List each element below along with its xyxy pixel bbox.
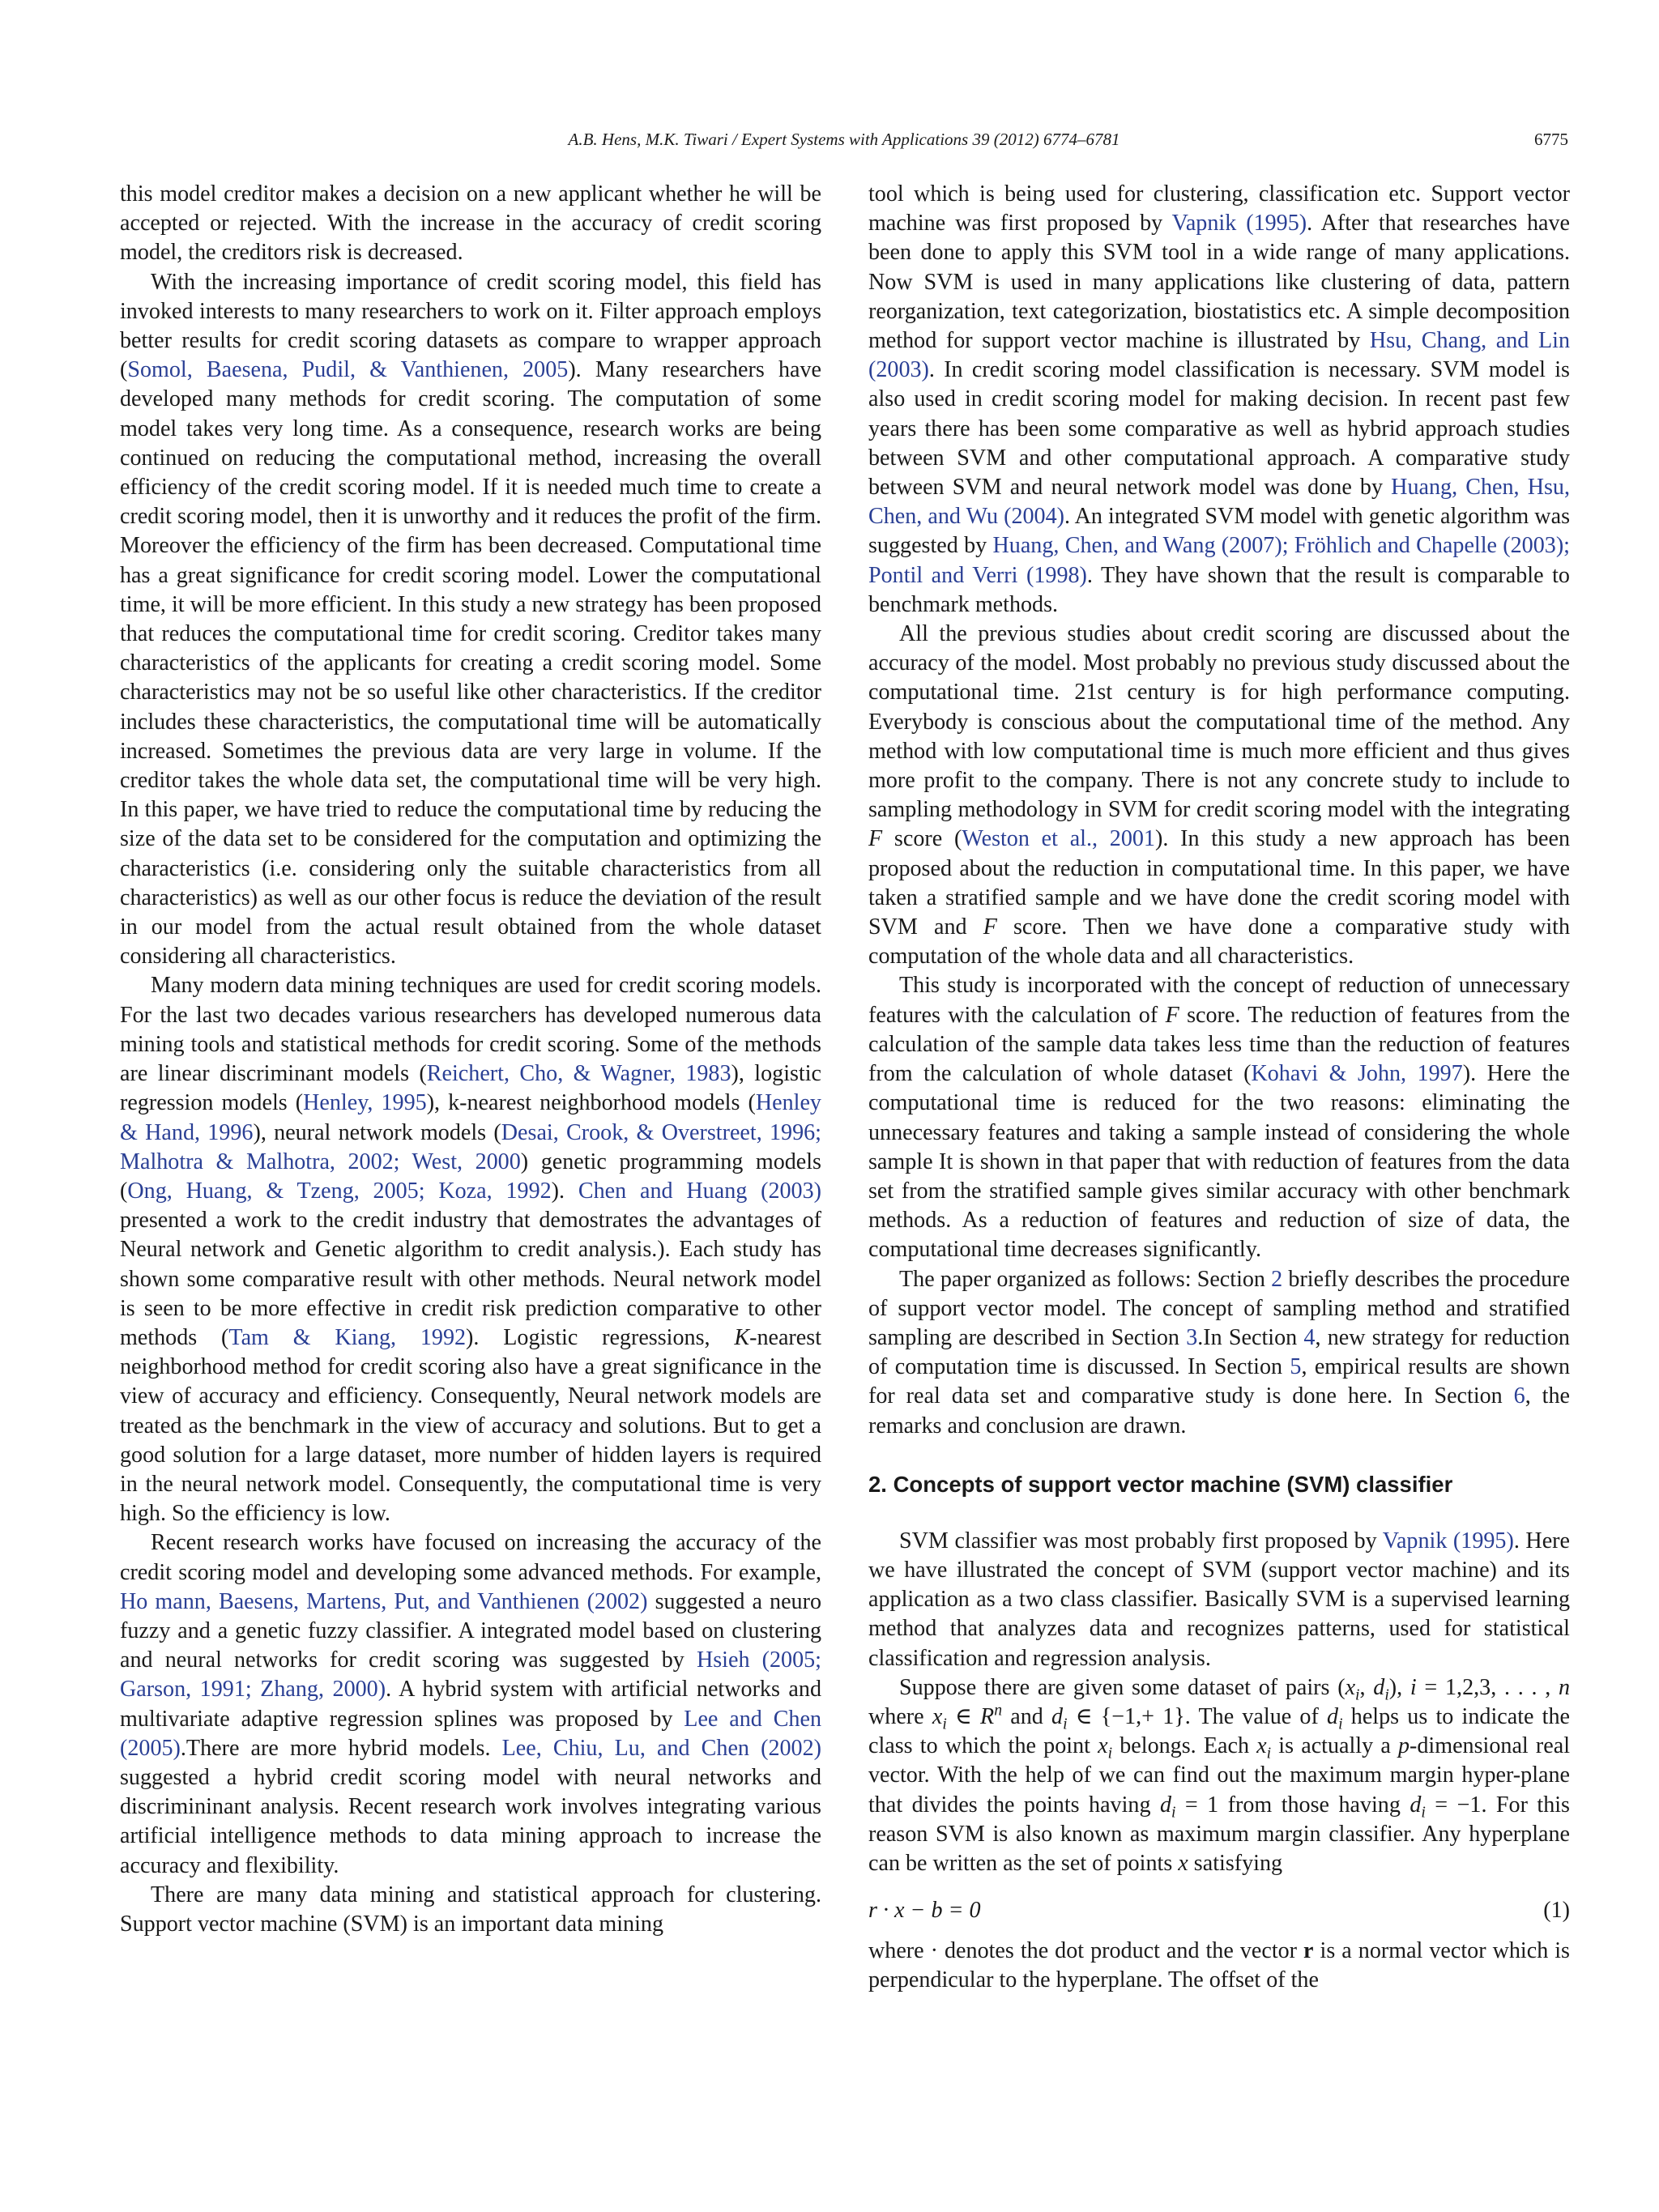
- citation-link[interactable]: Huang, Chen, and Wang (2007); Fröhlich and Chapelle (2003); Pontil and Verri (1998): [868, 533, 1570, 588]
- section-link[interactable]: 4: [1303, 1324, 1316, 1350]
- citation-link[interactable]: Huang, Chen, Hsu, Chen, and Wu (2004): [868, 475, 1570, 530]
- left-column: [120, 180, 821, 1939]
- citation-link[interactable]: Somol, Baesena, Pudil, & Vanthienen, 2005: [127, 357, 569, 383]
- section-link[interactable]: 3: [1186, 1324, 1198, 1350]
- citation-link[interactable]: Vapnik (1995): [1171, 211, 1307, 237]
- paragraph: Recent research works have focused on increasing the accuracy of the credit scoring model and developing some advanced methods. For example, Ho mann, Baesens, Martens, Put, and Vanthienen (2002) suggested a neuro fuzzy and a genetic fuzzy classifier. A integrated model based on clustering and neural networks for credit scoring was suggested by Hsieh (2005; Garson, 1991; Zhang, 2000). A hybrid system with artificial networks and multivariate adaptive regression splines was proposed by Lee and Chen (2005).There are more hybrid models. Lee, Chiu, Lu, and Chen (2002) suggested a hybrid credit scoring model with neural networks and discrimininant analysis. Recent research work involves integrating various artificial intelligence methods to data mining approach to increase the accuracy and flexibility.: [120, 1530, 821, 1878]
- citation-link[interactable]: Lee and Chen (2005): [120, 1706, 821, 1761]
- paragraph: The paper organized as follows: Section 2 briefly describes the procedure of support vector model. The concept of sampling method and stratified sampling are described in Section 3.In Section 4, new strategy for reduction of computation time is discussed. In Section 5, empirical results are shown for real data set and comparative study is done here. In Section 6, the remarks and conclusion are drawn.: [868, 1266, 1570, 1438]
- citation-link[interactable]: Hsu, Chang, and Lin (2003): [868, 328, 1571, 383]
- paragraph: where · denotes the dot product and the vector r is a normal vector which is perpendicular to the hyperplane. The offset of the: [868, 1938, 1570, 1993]
- page-number: 6775: [1534, 130, 1568, 149]
- section-link[interactable]: 2: [1271, 1266, 1283, 1292]
- citation-link[interactable]: Tam & Kiang, 1992: [228, 1324, 467, 1350]
- paragraph: Suppose there are given some dataset of pairs ($x_i$, $d_i$), i = 1,2,3, . . . , n where $x_i$ ∈ $R^n$ and $d_i$ ∈ {−1,+ 1}. The value of $d_i$ helps us to indicate the class to which the point $x_i$ belongs. Each $x_i$ is actually a p-dimensional real vector. With the help of we can find out the maximum margin hyper-plane that divides the points having $d_i = 1$ from those having $d_i = -1$. For this reason SVM is also known as maximum margin classifier. Any hyperplane can be written as the set of points x satisfying: [868, 1674, 1570, 1876]
- citation-link[interactable]: Kohavi & John, 1997: [1251, 1061, 1463, 1087]
- citation-link[interactable]: Henley, 1995: [303, 1090, 427, 1116]
- citation-link[interactable]: Henley & Hand, 1996: [120, 1090, 821, 1145]
- equation-body: r · x − b = 0: [868, 1898, 981, 1924]
- citation-link[interactable]: Reichert, Cho, & Wagner, 1983: [426, 1061, 731, 1087]
- paragraph: this model creditor makes a decision on a new applicant whether he will be accepted or rejected. With the increase in the accuracy of credit scoring model, the creditors risk is decreased.: [120, 181, 821, 266]
- citation-link[interactable]: Desai, Crook, & Overstreet, 1996; Malhotra & Malhotra, 2002; West, 2000: [120, 1119, 821, 1174]
- citation-link[interactable]: Ong, Huang, & Tzeng, 2005; Koza, 1992: [127, 1178, 552, 1204]
- equation-number: (1): [1543, 1898, 1570, 1924]
- citation-link[interactable]: Vapnik (1995): [1382, 1528, 1514, 1554]
- paragraph: SVM classifier was most probably first proposed by Vapnik (1995). Here we have illustrated the concept of SVM (support vector machine) and its application as a two class classifier. Basically SVM is a supervised learning method that analyzes data and recognizes patterns, used for statistical classification and regression analysis.: [868, 1528, 1570, 1671]
- paragraph: With the increasing importance of credit scoring model, this field has invoked interests to many researchers to work on it. Filter approach employs better results for credit scoring datasets as compare to wrapper approach (Somol, Baesena, Pudil, & Vanthienen, 2005). Many researchers have developed many methods for credit scoring. The computation of some model takes very long time. As a consequence, research works are being continued on reducing the computational method, increasing the overall efficiency of the credit scoring model. If it is needed much time to create a credit scoring model, then it is unworthy and it reduces the profit of the firm. Moreover the efficiency of the firm has been decreased. Computational time has a great significance for credit scoring model. Lower the computational time, it will be more efficient. In this study a new strategy has been proposed that reduces the computational time for credit scoring. Creditor takes many characteristics of the applicants for creating a credit scoring model. Some characteristics may not be so useful like other characteristics. If the creditor includes these characteristics, the computational time will be automatically increased. Sometimes the previous data are very large in volume. If the creditor takes the whole data set, the computational time will be very high. In this paper, we have tried to reduce the computational time by reducing the size of the data set to be considered for the computation and optimizing the characteristics (i.e. considering only the suitable characteristics from all characteristics) as well as our other focus is reduce the deviation of the result in our model from the actual result obtained from the whole dataset considering all characteristics.: [120, 269, 821, 970]
- citation-link[interactable]: Ho mann, Baesens, Martens, Put, and Vanthienen (2002): [120, 1588, 648, 1614]
- section-heading: 2. Concepts of support vector machine (SVM) classifier: [868, 1471, 1453, 1497]
- running-head: [120, 130, 1568, 157]
- paragraph: All the previous studies about credit scoring are discussed about the accuracy of the model. Most probably no previous study discussed about the computational time. 21st century is for high performance computing. Everybody is conscious about the computational time of the method. Any method with low computational time is much more efficient and thus gives more profit to the company. There is not any concrete study to include to sampling methodology in SVM for credit scoring model with the integrating F score (Weston et al., 2001). In this study a new approach has been proposed about the reduction in computational time. In this paper, we have taken a stratified sample and we have done the credit scoring model with SVM and F score. Then we have done a comparative study with computation of the whole data and all characteristics.: [868, 621, 1570, 970]
- equation-1: [868, 1888, 1570, 1932]
- section-link[interactable]: 6: [1513, 1383, 1525, 1409]
- paragraph: There are many data mining and statistical approach for clustering. Support vector machine (SVM) is an important data mining: [120, 1882, 821, 1937]
- citation-link[interactable]: Chen and Huang (2003): [578, 1178, 822, 1204]
- citation-link[interactable]: Lee, Chiu, Lu, and Chen (2002): [501, 1735, 821, 1761]
- citation-link[interactable]: Hsieh (2005; Garson, 1991; Zhang, 2000): [120, 1647, 821, 1703]
- citation-link[interactable]: Weston et al., 2001: [962, 826, 1155, 852]
- section-link[interactable]: 5: [1290, 1354, 1302, 1380]
- right-column: [868, 180, 1570, 1996]
- paragraph: This study is incorporated with the concept of reduction of unnecessary features with the calculation of F score. The reduction of features from the calculation of the sample data takes less time than the reduction of features from the calculation of whole dataset (Kohavi & John, 1997). Here the computational time is reduced for the two reasons: eliminating the unnecessary features and taking a sample instead of considering the whole sample It is shown in that paper that with reduction of features from the data set from the stratified sample gives similar accuracy with other benchmark methods. As a reduction of features and reduction of size of data, the computational time decreases significantly.: [868, 973, 1570, 1263]
- paragraph: Many modern data mining techniques are used for credit scoring models. For the last two decades various researchers has developed numerous data mining tools and statistical methods for credit scoring. Some of the methods are linear discriminant models (Reichert, Cho, & Wagner, 1983), logistic regression models (Henley, 1995), k-nearest neighborhood models (Henley & Hand, 1996), neural network models (Desai, Crook, & Overstreet, 1996; Malhotra & Malhotra, 2002; West, 2000) genetic programming models (Ong, Huang, & Tzeng, 2005; Koza, 1992). Chen and Huang (2003) presented a work to the credit industry that demostrates the advantages of Neural network and Genetic algorithm to credit analysis.). Each study has shown some comparative result with other methods. Neural network model is seen to be more effective in credit risk prediction comparative to other methods (Tam & Kiang, 1992). Logistic regressions, K-nearest neighborhood method for credit scoring also have a great significance in the view of accuracy and efficiency. Consequently, Neural network models are treated as the benchmark in the view of accuracy and solutions. But to get a good solution for a large dataset, more number of hidden layers is required in the neural network model. Consequently, the computational time is very high. So the efficiency is low.: [120, 973, 822, 1527]
- journal-citation: A.B. Hens, M.K. Tiwari / Expert Systems with Applications 39 (2012) 6774–6781: [568, 130, 1120, 149]
- paragraph: tool which is being used for clustering, classification etc. Support vector machine was first proposed by Vapnik (1995). After that researches have been done to apply this SVM tool in a wide range of many applications. Now SVM is used in many applications like clustering of data, pattern reorganization, text categorization, biostatistics etc. A simple decomposition method for support vector machine is illustrated by Hsu, Chang, and Lin (2003). In credit scoring model classification is necessary. SVM model is also used in credit scoring model for making decision. In recent past few years there has been some comparative as well as hybrid approach studies between SVM and other computational approach. A comparative study between SVM and neural network model was done by Huang, Chen, Hsu, Chen, and Wu (2004). An integrated SVM model with genetic algorithm was suggested by Huang, Chen, and Wang (2007); Fröhlich and Chapelle (2003); Pontil and Verri (1998). They have shown that the result is comparable to benchmark methods.: [868, 181, 1571, 617]
